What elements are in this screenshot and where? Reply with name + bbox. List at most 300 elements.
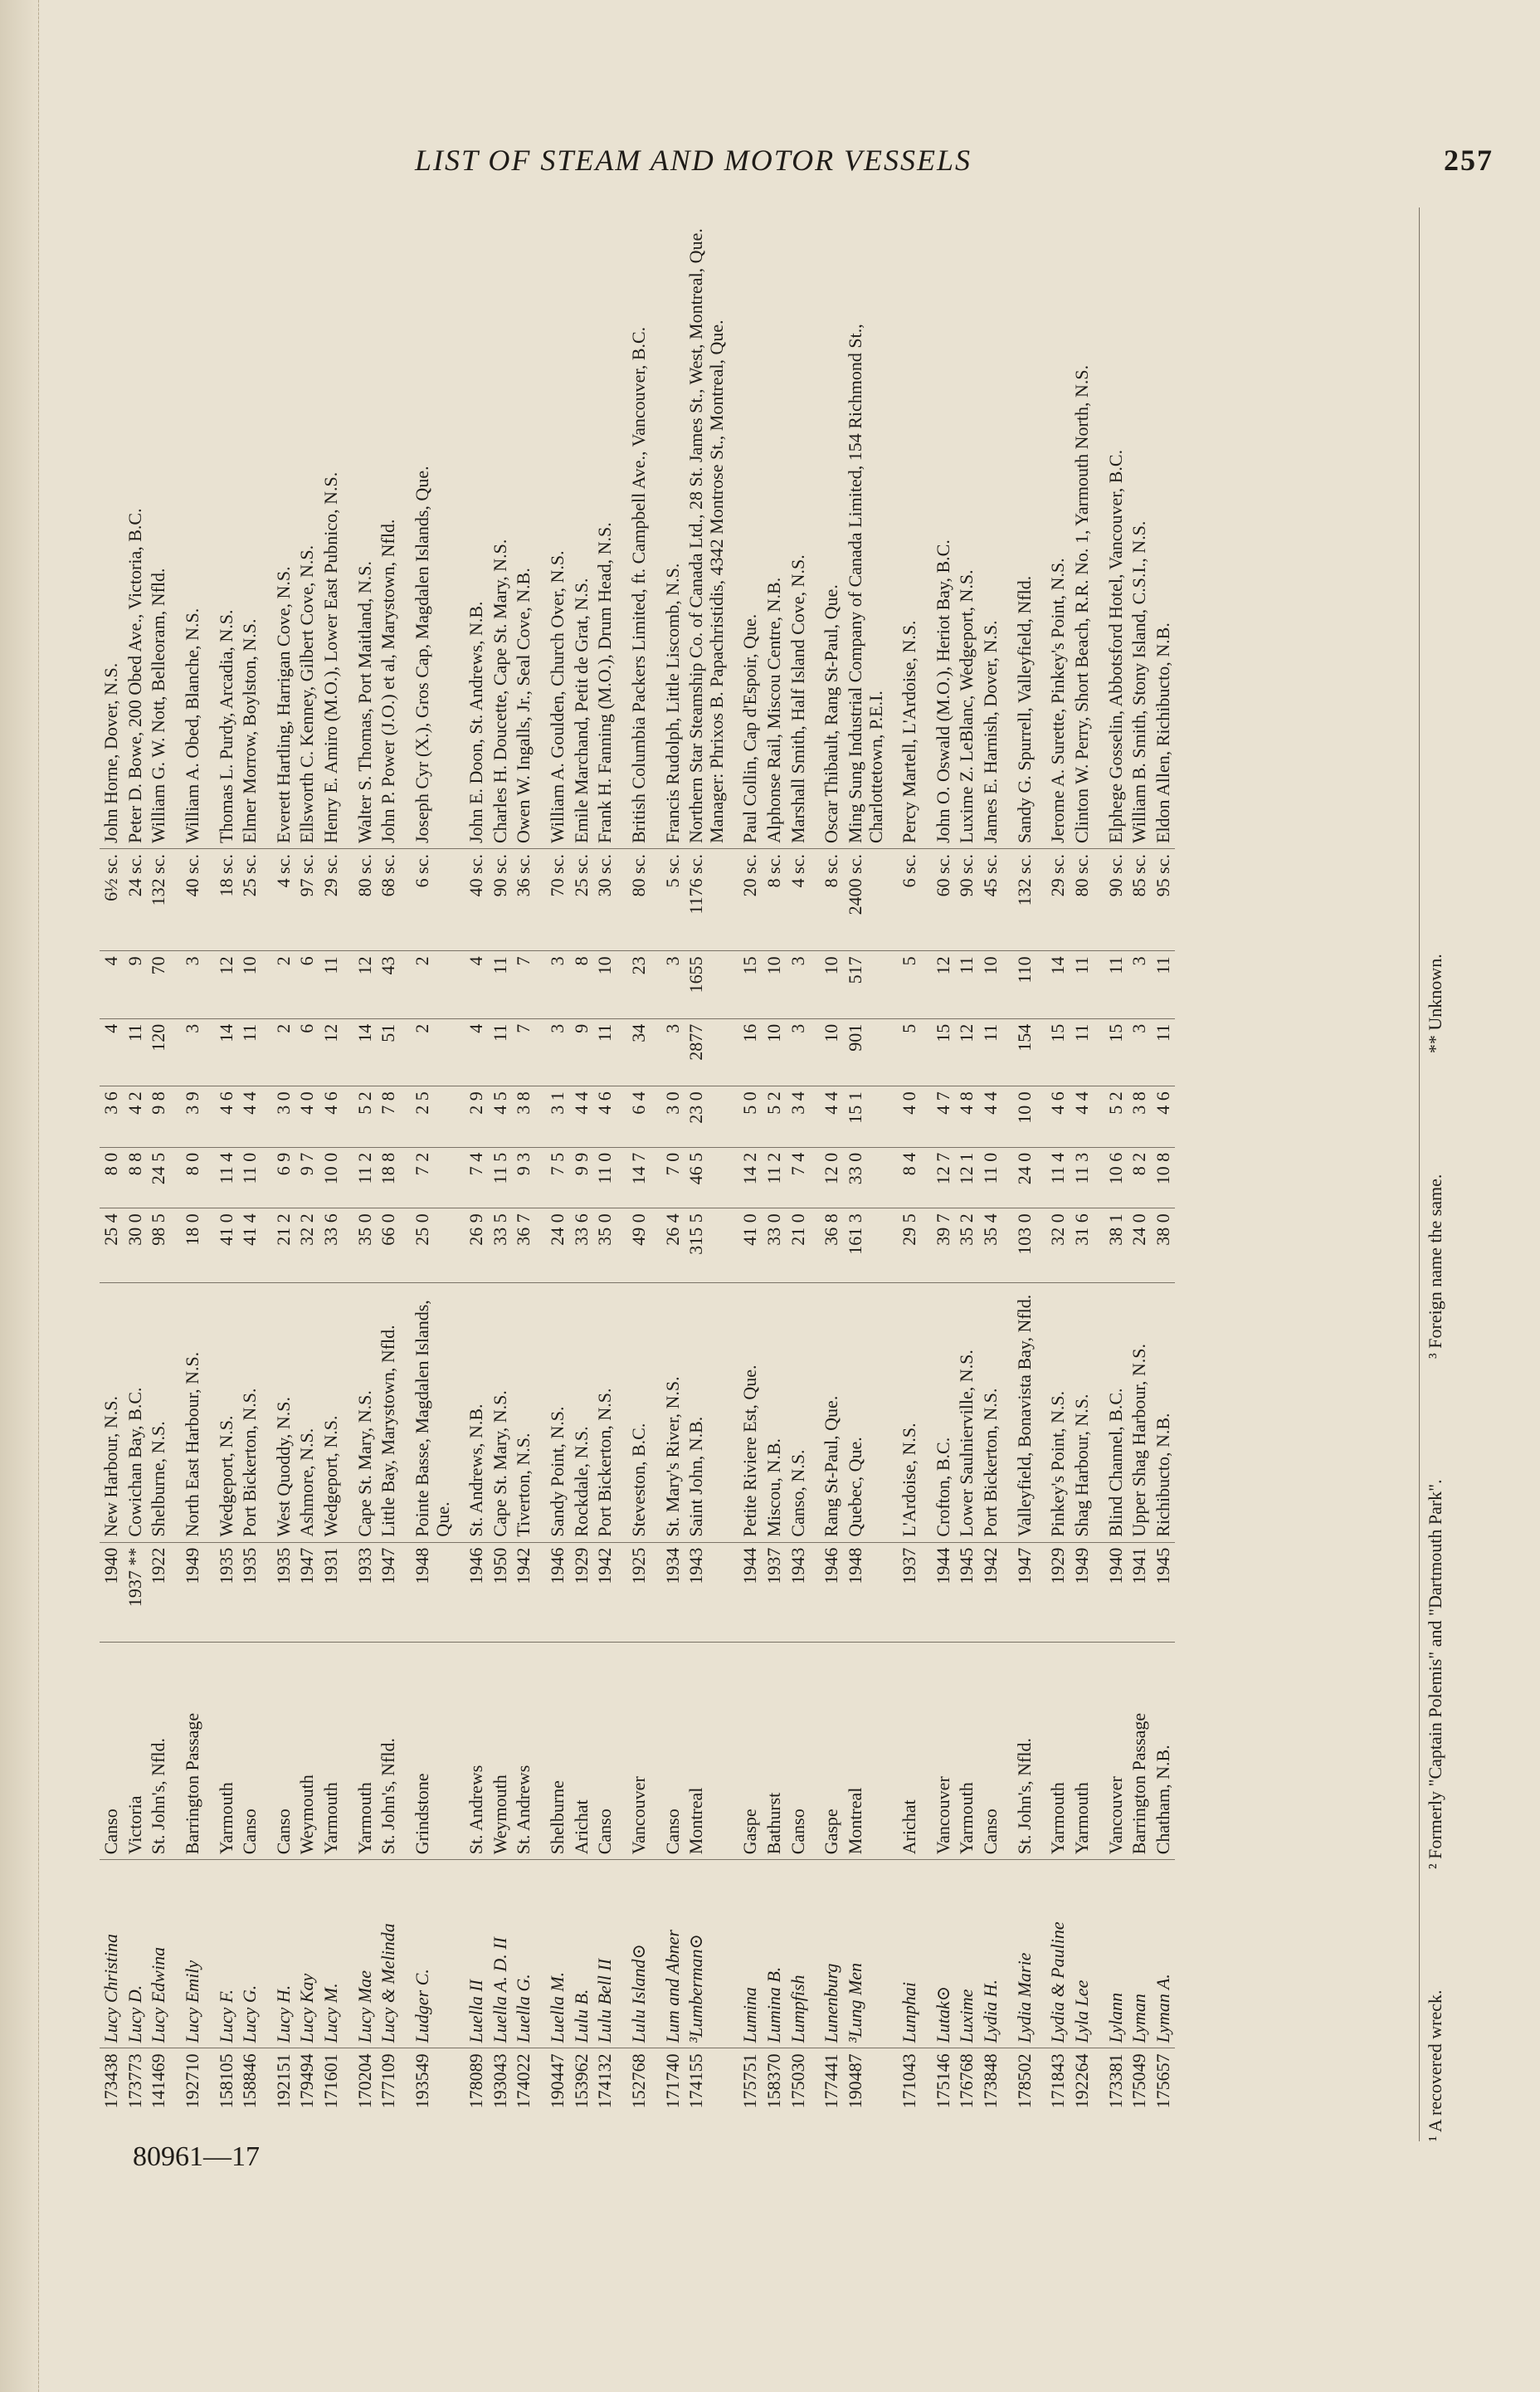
rotated-table bbox=[100, 207, 1477, 2141]
vessel-name-cell: Lylann bbox=[1094, 1860, 1128, 2048]
place-built-cell: Rockdale, N.S. bbox=[570, 1282, 594, 1542]
table-row bbox=[401, 207, 455, 2141]
engine-power-cell: 68 sc. bbox=[377, 849, 401, 951]
length-cell: 24 0 bbox=[536, 1208, 570, 1282]
breadth-cell: 18 8 bbox=[377, 1147, 401, 1208]
depth-cell: 4 6 bbox=[319, 1086, 344, 1148]
official-number-cell: 174155 bbox=[685, 2048, 729, 2141]
breadth-cell: 8 8 bbox=[124, 1147, 148, 1208]
table-row bbox=[763, 207, 787, 2141]
breadth-cell: 11 4 bbox=[1036, 1147, 1070, 1208]
register-tonnage-cell: 3 bbox=[536, 951, 570, 1018]
register-tonnage-cell: 11 bbox=[1152, 951, 1176, 1018]
place-built-cell: Crofton, B.C. bbox=[922, 1282, 956, 1542]
vessel-name-cell: Lunphai bbox=[888, 1860, 922, 2048]
place-built-cell: Quebec, Que. bbox=[844, 1282, 888, 1542]
vessel-name-cell: Lyman bbox=[1128, 1860, 1152, 2048]
breadth-cell: 7 5 bbox=[536, 1147, 570, 1208]
register-tonnage-cell: 12 bbox=[344, 951, 378, 1018]
vessel-name-cell: Lucy Kay bbox=[295, 1860, 319, 2048]
vessel-name-cell: Lydia & Pauline bbox=[1036, 1860, 1070, 2048]
official-number-cell: 176768 bbox=[955, 2048, 979, 2141]
gross-tonnage-cell: 3 bbox=[1128, 1018, 1152, 1086]
year-built-cell: 1946 bbox=[455, 1542, 489, 1643]
port-of-registry-cell: Montreal bbox=[685, 1643, 729, 1860]
official-number-cell: 173381 bbox=[1094, 2048, 1128, 2141]
owner-cell: Everett Hartling, Harrigan Cove, N.S. bbox=[272, 566, 294, 843]
print-code: 80961—17 bbox=[133, 2141, 260, 2172]
breadth-cell: 10 8 bbox=[1152, 1147, 1176, 1208]
owner-cell: British Columbia Packers Limited, ft. Campbell Ave., Vancouver, B.C. bbox=[627, 326, 649, 843]
port-of-registry-cell: Shelburne bbox=[536, 1643, 570, 1860]
table-row bbox=[1152, 207, 1176, 2141]
official-number-cell: 193549 bbox=[401, 2048, 455, 2141]
engine-power-cell: 80 sc. bbox=[1070, 849, 1094, 951]
table-row bbox=[319, 207, 344, 2141]
port-of-registry-cell: Canso bbox=[787, 1643, 811, 1860]
register-tonnage-cell: 6 bbox=[295, 951, 319, 1018]
vessel-name-cell: Lunenburg bbox=[810, 1860, 844, 2048]
port-of-registry-cell: Canso bbox=[238, 1643, 262, 1860]
year-built-cell: 1948 bbox=[844, 1542, 888, 1643]
gross-tonnage-cell: 4 bbox=[455, 1018, 489, 1086]
port-of-registry-cell: Vancouver bbox=[617, 1643, 651, 1860]
depth-cell: 4 0 bbox=[295, 1086, 319, 1148]
engine-power-cell: 24 sc. bbox=[124, 849, 148, 951]
official-number-cell: 192151 bbox=[262, 2048, 296, 2141]
gross-tonnage-cell: 11 bbox=[124, 1018, 148, 1086]
length-cell: 21 0 bbox=[787, 1208, 811, 1282]
gross-tonnage-cell: 3 bbox=[171, 1018, 205, 1086]
gross-tonnage-cell: 2877 bbox=[685, 1018, 729, 1086]
place-built-cell: Lower Saulnierville, N.S. bbox=[955, 1282, 979, 1542]
length-cell: 36 7 bbox=[512, 1208, 536, 1282]
engine-power-cell: 29 sc. bbox=[319, 849, 344, 951]
register-tonnage-cell: 12 bbox=[922, 951, 956, 1018]
owner-cell: Luxime Z. LeBlanc, Wedgeport, N.S. bbox=[956, 569, 977, 843]
breadth-cell: 12 0 bbox=[810, 1147, 844, 1208]
port-of-registry-cell: St. John's, Nfld. bbox=[377, 1643, 401, 1860]
register-tonnage-cell: 11 bbox=[489, 951, 513, 1018]
place-built-cell: Canso, N.S. bbox=[787, 1282, 811, 1542]
owner-cell: Owen W. Ingalls, Jr., Seal Cove, N.B. bbox=[513, 568, 534, 843]
vessel-name-cell: Lulu Bell II bbox=[593, 1860, 617, 2048]
year-built-cell: 1947 bbox=[377, 1542, 401, 1643]
register-tonnage-cell: 7 bbox=[512, 951, 536, 1018]
vessel-name-cell: Lumina bbox=[729, 1860, 763, 2048]
depth-cell: 9 8 bbox=[147, 1086, 171, 1148]
owner-cell: Ming Sung Industrial Company of Canada Limited, 154 Richmond St., Charlottetown, P.E.I. bbox=[844, 324, 886, 843]
length-cell: 38 1 bbox=[1094, 1208, 1128, 1282]
length-cell: 26 4 bbox=[651, 1208, 685, 1282]
gross-tonnage-cell: 11 bbox=[489, 1018, 513, 1086]
vessel-name-cell: Lucy Mae bbox=[344, 1860, 378, 2048]
engine-power-cell: 70 sc. bbox=[536, 849, 570, 951]
year-built-cell: 1946 bbox=[536, 1542, 570, 1643]
gross-tonnage-cell: 3 bbox=[536, 1018, 570, 1086]
port-of-registry-cell: St. Andrews bbox=[512, 1643, 536, 1860]
vessel-name-cell: Lucy G. bbox=[238, 1860, 262, 2048]
vessel-name-cell: Lum and Abner bbox=[651, 1860, 685, 2048]
engine-power-cell: 8 sc. bbox=[763, 849, 787, 951]
vessel-name-cell: Lucy & Melinda bbox=[377, 1860, 401, 2048]
table-row bbox=[844, 207, 888, 2141]
port-of-registry-cell: Canso bbox=[262, 1643, 296, 1860]
vessel-name-cell: Luella M. bbox=[536, 1860, 570, 2048]
length-cell: 35 0 bbox=[593, 1208, 617, 1282]
gross-tonnage-cell: 15 bbox=[1094, 1018, 1128, 1086]
vessel-name-cell: Lucy H. bbox=[262, 1860, 296, 2048]
breadth-cell: 6 9 bbox=[262, 1147, 296, 1208]
vessel-name-cell: Lutak⊙ bbox=[922, 1860, 956, 2048]
register-tonnage-cell: 3 bbox=[787, 951, 811, 1018]
register-tonnage-cell: 8 bbox=[570, 951, 594, 1018]
depth-cell: 6 4 bbox=[617, 1086, 651, 1148]
length-cell: 18 0 bbox=[171, 1208, 205, 1282]
table-row bbox=[810, 207, 844, 2141]
table-row bbox=[922, 207, 956, 2141]
port-of-registry-cell: Vancouver bbox=[922, 1643, 956, 1860]
footnotes bbox=[1419, 207, 1474, 2141]
depth-cell: 4 6 bbox=[1152, 1086, 1176, 1148]
engine-power-cell: 97 sc. bbox=[295, 849, 319, 951]
footnote-2: ² Formerly "Captain Polemis" and "Dartmouth Park". bbox=[1425, 1479, 1445, 1869]
owner-cell: Francis Rudolph, Little Liscomb, N.S. bbox=[661, 563, 683, 843]
breadth-cell: 11 5 bbox=[489, 1147, 513, 1208]
owner-cell: William A. Obed, Blanche, N.S. bbox=[181, 608, 202, 843]
breadth-cell: 7 2 bbox=[401, 1147, 455, 1208]
register-tonnage-cell: 12 bbox=[205, 951, 239, 1018]
length-cell: 315 5 bbox=[685, 1208, 729, 1282]
register-tonnage-cell: 4 bbox=[100, 951, 124, 1018]
year-built-cell: 1935 bbox=[262, 1542, 296, 1643]
port-of-registry-cell: Grindstone bbox=[401, 1643, 455, 1860]
place-built-cell: Pinkey's Point, N.S. bbox=[1036, 1282, 1070, 1542]
year-built-cell: 1945 bbox=[955, 1542, 979, 1643]
place-built-cell: L'Ardoise, N.S. bbox=[888, 1282, 922, 1542]
year-built-cell: 1943 bbox=[685, 1542, 729, 1643]
register-tonnage-cell: 517 bbox=[844, 951, 888, 1018]
gross-tonnage-cell: 2 bbox=[401, 1018, 455, 1086]
port-of-registry-cell: Arichat bbox=[570, 1643, 594, 1860]
length-cell: 161 3 bbox=[844, 1208, 888, 1282]
length-cell: 32 2 bbox=[295, 1208, 319, 1282]
gross-tonnage-cell: 16 bbox=[729, 1018, 763, 1086]
table-row bbox=[685, 207, 729, 2141]
breadth-cell: 11 2 bbox=[763, 1147, 787, 1208]
official-number-cell: 152768 bbox=[617, 2048, 651, 2141]
year-built-cell: 1945 bbox=[1152, 1542, 1176, 1643]
official-number-cell: 177441 bbox=[810, 2048, 844, 2141]
official-number-cell: 153962 bbox=[570, 2048, 594, 2141]
vessel-name-cell: Lucy F. bbox=[205, 1860, 239, 2048]
length-cell: 25 4 bbox=[100, 1208, 124, 1282]
gross-tonnage-cell: 154 bbox=[1003, 1018, 1037, 1086]
length-cell: 30 0 bbox=[124, 1208, 148, 1282]
length-cell: 29 5 bbox=[888, 1208, 922, 1282]
year-built-cell: 1944 bbox=[922, 1542, 956, 1643]
port-of-registry-cell: Victoria bbox=[124, 1643, 148, 1860]
breadth-cell: 11 0 bbox=[593, 1147, 617, 1208]
place-built-cell: Upper Shag Harbour, N.S. bbox=[1128, 1282, 1152, 1542]
official-number-cell: 178502 bbox=[1003, 2048, 1037, 2141]
place-built-cell: New Harbour, N.S. bbox=[100, 1282, 124, 1542]
register-tonnage-cell: 43 bbox=[377, 951, 401, 1018]
engine-power-cell: 60 sc. bbox=[922, 849, 956, 951]
breadth-cell: 11 3 bbox=[1070, 1147, 1094, 1208]
depth-cell: 2 5 bbox=[401, 1086, 455, 1148]
length-cell: 36 8 bbox=[810, 1208, 844, 1282]
official-number-cell: 171601 bbox=[319, 2048, 344, 2141]
table-row bbox=[1128, 207, 1152, 2141]
engine-power-cell: 95 sc. bbox=[1152, 849, 1176, 951]
engine-power-cell: 20 sc. bbox=[729, 849, 763, 951]
depth-cell: 5 2 bbox=[1094, 1086, 1128, 1148]
vessel-name-cell: Lucy D. bbox=[124, 1860, 148, 2048]
port-of-registry-cell: Yarmouth bbox=[205, 1643, 239, 1860]
year-built-cell: 1948 bbox=[401, 1542, 455, 1643]
owner-cell: Walter S. Thomas, Port Maitland, N.S. bbox=[353, 560, 375, 843]
length-cell: 41 0 bbox=[205, 1208, 239, 1282]
place-built-cell: Cape St. Mary, N.S. bbox=[489, 1282, 513, 1542]
breadth-cell: 8 2 bbox=[1128, 1147, 1152, 1208]
depth-cell: 4 5 bbox=[489, 1086, 513, 1148]
vessel-name-cell: Luxime bbox=[955, 1860, 979, 2048]
engine-power-cell: 25 sc. bbox=[570, 849, 594, 951]
depth-cell: 4 4 bbox=[810, 1086, 844, 1148]
year-built-cell: 1940 bbox=[1094, 1542, 1128, 1643]
vessel-name-cell: Lumina B. bbox=[763, 1860, 787, 2048]
gross-tonnage-cell: 10 bbox=[763, 1018, 787, 1086]
table-row bbox=[262, 207, 296, 2141]
vessel-name-cell: ³Lung Men bbox=[844, 1860, 888, 2048]
place-built-cell: Richibucto, N.B. bbox=[1152, 1282, 1176, 1542]
vessel-name-cell: Luella A. D. II bbox=[489, 1860, 513, 2048]
owner-cell: John O. Oswald (M.O.), Heriot Bay, B.C. bbox=[932, 539, 953, 843]
gross-tonnage-cell: 11 bbox=[593, 1018, 617, 1086]
length-cell: 103 0 bbox=[1003, 1208, 1037, 1282]
engine-power-cell: 4 sc. bbox=[787, 849, 811, 951]
breadth-cell: 11 0 bbox=[979, 1147, 1003, 1208]
gross-tonnage-cell: 51 bbox=[377, 1018, 401, 1086]
breadth-cell: 8 0 bbox=[100, 1147, 124, 1208]
register-tonnage-cell: 5 bbox=[888, 951, 922, 1018]
place-built-cell: Rang St-Paul, Que. bbox=[810, 1282, 844, 1542]
place-built-cell: Blind Channel, B.C. bbox=[1094, 1282, 1128, 1542]
year-built-cell: 1942 bbox=[512, 1542, 536, 1643]
register-tonnage-cell: 11 bbox=[319, 951, 344, 1018]
length-cell: 21 2 bbox=[262, 1208, 296, 1282]
table-row bbox=[238, 207, 262, 2141]
vessel-name-cell: Lydia Marie bbox=[1003, 1860, 1037, 2048]
official-number-cell: 173773 bbox=[124, 2048, 148, 2141]
owner-cell: Emile Marchand, Petit de Grat, N.S. bbox=[570, 578, 592, 843]
place-built-cell: Saint John, N.B. bbox=[685, 1282, 729, 1542]
register-tonnage-cell: 10 bbox=[979, 951, 1003, 1018]
table-row bbox=[1070, 207, 1094, 2141]
length-cell: 33 0 bbox=[763, 1208, 787, 1282]
vessel-name-cell: Luella G. bbox=[512, 1860, 536, 2048]
engine-power-cell: 4 sc. bbox=[262, 849, 296, 951]
gross-tonnage-cell: 901 bbox=[844, 1018, 888, 1086]
port-of-registry-cell: Yarmouth bbox=[319, 1643, 344, 1860]
register-tonnage-cell: 11 bbox=[1094, 951, 1128, 1018]
gross-tonnage-cell: 11 bbox=[979, 1018, 1003, 1086]
register-tonnage-cell: 4 bbox=[455, 951, 489, 1018]
owner-cell: Thomas L. Purdy, Arcadia, N.S. bbox=[215, 609, 236, 843]
length-cell: 38 0 bbox=[1152, 1208, 1176, 1282]
place-built-cell: Port Bickerton, N.S. bbox=[238, 1282, 262, 1542]
place-built-cell: Wedgeport, N.S. bbox=[205, 1282, 239, 1542]
register-tonnage-cell: 10 bbox=[238, 951, 262, 1018]
register-tonnage-cell: 9 bbox=[124, 951, 148, 1018]
year-built-cell: 1937 ** bbox=[124, 1542, 148, 1643]
port-of-registry-cell: Arichat bbox=[888, 1643, 922, 1860]
depth-cell: 3 6 bbox=[100, 1086, 124, 1148]
vessel-name-cell: ³Lumberman⊙ bbox=[685, 1860, 729, 2048]
breadth-cell: 33 0 bbox=[844, 1147, 888, 1208]
place-built-cell: Ashmore, N.S. bbox=[295, 1282, 319, 1542]
place-built-cell: Miscou, N.B. bbox=[763, 1282, 787, 1542]
owner-cell: Clinton W. Perry, Short Beach, R.R. No. 1, Yarmouth North, N.S. bbox=[1070, 364, 1092, 843]
owner-cell: Oscar Thibault, Rang St-Paul, Que. bbox=[821, 584, 842, 843]
gross-tonnage-cell: 2 bbox=[262, 1018, 296, 1086]
register-tonnage-cell: 10 bbox=[810, 951, 844, 1018]
depth-cell: 4 4 bbox=[1070, 1086, 1094, 1148]
port-of-registry-cell: Gaspe bbox=[810, 1643, 844, 1860]
place-built-cell: Cowichan Bay, B.C. bbox=[124, 1282, 148, 1542]
length-cell: 98 5 bbox=[147, 1208, 171, 1282]
year-built-cell: 1944 bbox=[729, 1542, 763, 1643]
breadth-cell: 11 2 bbox=[344, 1147, 378, 1208]
breadth-cell: 9 7 bbox=[295, 1147, 319, 1208]
depth-cell: 4 8 bbox=[955, 1086, 979, 1148]
owner-cell: William B. Smith, Stony Island, C.S.I., N.S. bbox=[1128, 520, 1150, 843]
vessel-table-body bbox=[100, 207, 1175, 2141]
length-cell: 32 0 bbox=[1036, 1208, 1070, 1282]
official-number-cell: 171843 bbox=[1036, 2048, 1070, 2141]
place-built-cell: St. Andrews, N.B. bbox=[455, 1282, 489, 1542]
depth-cell: 15 1 bbox=[844, 1086, 888, 1148]
breadth-cell: 12 1 bbox=[955, 1147, 979, 1208]
depth-cell: 4 6 bbox=[593, 1086, 617, 1148]
owner-cell: Eldon Allen, Richibucto, N.B. bbox=[1152, 622, 1173, 843]
engine-power-cell: 90 sc. bbox=[1094, 849, 1128, 951]
table-row bbox=[617, 207, 651, 2141]
place-built-cell: Sandy Point, N.S. bbox=[536, 1282, 570, 1542]
breadth-cell: 24 0 bbox=[1003, 1147, 1037, 1208]
place-built-cell: Wedgeport, N.S. bbox=[319, 1282, 344, 1542]
owner-cell: Jerome A. Surette, Pinkey's Point, N.S. bbox=[1047, 558, 1069, 843]
breadth-cell: 9 9 bbox=[570, 1147, 594, 1208]
port-of-registry-cell: Yarmouth bbox=[344, 1643, 378, 1860]
owner-cell: Charles H. Doucette, Cape St. Mary, N.S. bbox=[489, 539, 510, 843]
official-number-cell: 175030 bbox=[787, 2048, 811, 2141]
table-row bbox=[787, 207, 811, 2141]
vessel-name-cell: Lucy Edwina bbox=[147, 1860, 171, 2048]
official-number-cell: 178089 bbox=[455, 2048, 489, 2141]
gross-tonnage-cell: 3 bbox=[787, 1018, 811, 1086]
port-of-registry-cell: St. John's, Nfld. bbox=[147, 1643, 171, 1860]
gross-tonnage-cell: 4 bbox=[100, 1018, 124, 1086]
register-tonnage-cell: 3 bbox=[1128, 951, 1152, 1018]
engine-power-cell: 8 sc. bbox=[810, 849, 844, 951]
breadth-cell: 7 4 bbox=[455, 1147, 489, 1208]
year-built-cell: 1943 bbox=[787, 1542, 811, 1643]
gross-tonnage-cell: 14 bbox=[205, 1018, 239, 1086]
year-built-cell: 1947 bbox=[295, 1542, 319, 1643]
breadth-cell: 10 6 bbox=[1094, 1147, 1128, 1208]
depth-cell: 4 4 bbox=[238, 1086, 262, 1148]
vessel-name-cell: Ludger C. bbox=[401, 1860, 455, 2048]
table-row bbox=[147, 207, 171, 2141]
official-number-cell: 190447 bbox=[536, 2048, 570, 2141]
official-number-cell: 158370 bbox=[763, 2048, 787, 2141]
port-of-registry-cell: Weymouth bbox=[295, 1643, 319, 1860]
rotated-table-region bbox=[100, 207, 1477, 2141]
year-built-cell: 1946 bbox=[810, 1542, 844, 1643]
register-tonnage-cell: 11 bbox=[1070, 951, 1094, 1018]
owner-cell: Marshall Smith, Half Island Cove, N.S. bbox=[787, 554, 808, 843]
gross-tonnage-cell: 6 bbox=[295, 1018, 319, 1086]
engine-power-cell: 25 sc. bbox=[238, 849, 262, 951]
length-cell: 24 0 bbox=[1128, 1208, 1152, 1282]
breadth-cell: 8 4 bbox=[888, 1147, 922, 1208]
table-row bbox=[1003, 207, 1037, 2141]
place-built-cell: West Quoddy, N.S. bbox=[262, 1282, 296, 1542]
owner-cell: James E. Harnish, Dover, N.S. bbox=[980, 620, 1001, 843]
gross-tonnage-cell: 5 bbox=[888, 1018, 922, 1086]
breadth-cell: 9 3 bbox=[512, 1147, 536, 1208]
gross-tonnage-cell: 12 bbox=[955, 1018, 979, 1086]
port-of-registry-cell: Vancouver bbox=[1094, 1643, 1128, 1860]
vessel-name-cell: Lulu Island⊙ bbox=[617, 1860, 651, 2048]
year-built-cell: 1925 bbox=[617, 1542, 651, 1643]
register-tonnage-cell: 110 bbox=[1003, 951, 1037, 1018]
place-built-cell: North East Harbour, N.S. bbox=[171, 1282, 205, 1542]
engine-power-cell: 2400 sc. bbox=[844, 849, 888, 951]
place-built-cell: Pointe Basse, Magdalen Islands, Que. bbox=[401, 1282, 455, 1542]
depth-cell: 23 0 bbox=[685, 1086, 729, 1148]
length-cell: 35 0 bbox=[344, 1208, 378, 1282]
depth-cell: 4 6 bbox=[1036, 1086, 1070, 1148]
gross-tonnage-cell: 34 bbox=[617, 1018, 651, 1086]
official-number-cell: 173848 bbox=[979, 2048, 1003, 2141]
engine-power-cell: 40 sc. bbox=[171, 849, 205, 951]
port-of-registry-cell: Canso bbox=[651, 1643, 685, 1860]
year-built-cell: 1942 bbox=[593, 1542, 617, 1643]
port-of-registry-cell: Barrington Passage bbox=[1128, 1643, 1152, 1860]
owner-cell: Peter D. Bowe, 200 Obed Ave., Victoria, B.C. bbox=[124, 508, 145, 843]
gross-tonnage-cell: 120 bbox=[147, 1018, 171, 1086]
owner-cell: Percy Martell, L'Ardoise, N.S. bbox=[899, 620, 920, 843]
depth-cell: 4 4 bbox=[570, 1086, 594, 1148]
table-row bbox=[489, 207, 513, 2141]
year-built-cell: 1929 bbox=[570, 1542, 594, 1643]
table-row bbox=[171, 207, 205, 2141]
port-of-registry-cell: Canso bbox=[593, 1643, 617, 1860]
port-of-registry-cell: Canso bbox=[979, 1643, 1003, 1860]
table-row bbox=[344, 207, 378, 2141]
table-row bbox=[1094, 207, 1128, 2141]
table-row bbox=[729, 207, 763, 2141]
length-cell: 35 2 bbox=[955, 1208, 979, 1282]
length-cell: 25 0 bbox=[401, 1208, 455, 1282]
vessel-name-cell: Lydia H. bbox=[979, 1860, 1003, 2048]
year-built-cell: 1950 bbox=[489, 1542, 513, 1643]
page-binding-edge bbox=[0, 0, 39, 2392]
place-built-cell: Shag Harbour, N.S. bbox=[1070, 1282, 1094, 1542]
